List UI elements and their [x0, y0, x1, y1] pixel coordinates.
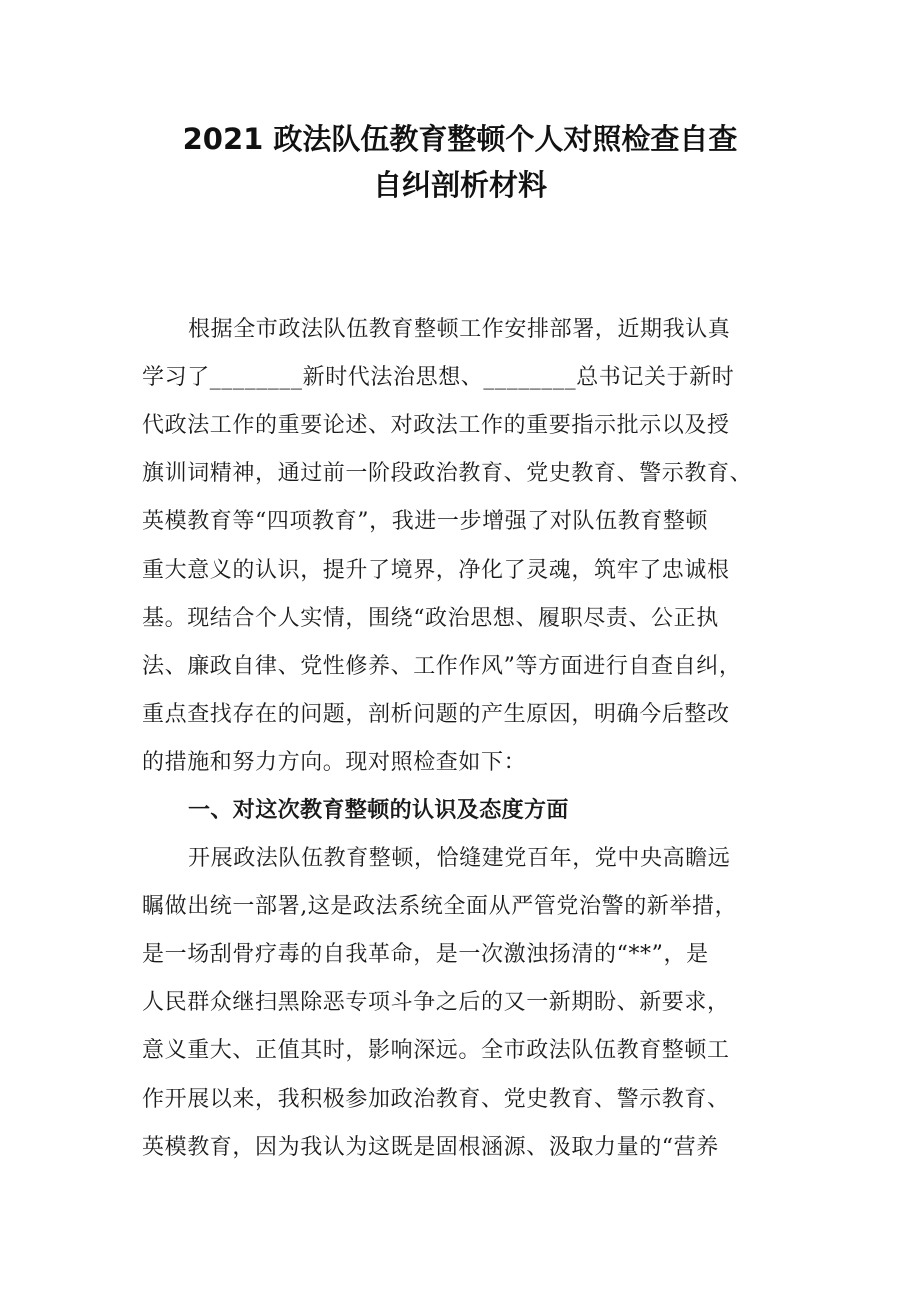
paragraph-1-line-3: 代政法工作的重要论述、对政法工作的重要指示批示以及授 [142, 413, 730, 438]
paragraph-1-line-2: 学习了________新时代法治思想、________总书记关于新时 [142, 365, 735, 390]
paragraph-2-line-6: 作开展以来，我积极参加政治教育、党史教育、警示教育、 [142, 1087, 730, 1112]
section-heading-1: 一、对这次教育整顿的认识及态度方面 [188, 798, 569, 823]
paragraph-1-line-10: 的措施和努力方向。现对照检查如下： [142, 750, 527, 775]
paragraph-1-line-5: 英模教育等“四项教育”，我进一步增强了对队伍教育整顿 [142, 509, 709, 534]
paragraph-1-line-4: 旗训词精神，通过前一阶段政治教育、党史教育、警示教育、 [142, 461, 753, 486]
document-title-line-1: 2021 政法队伍教育整顿个人对照检查自查 [182, 122, 738, 156]
paragraph-2-line-5: 意义重大、正值其时，影响深远。全市政法队伍教育整顿工 [142, 1038, 730, 1063]
paragraph-2-line-3: 是一场刮骨疗毒的自我革命，是一次激浊扬清的“**”，是 [142, 942, 709, 967]
paragraph-2-line-1: 开展政法队伍教育整顿，恰缝建党百年，党中央高瞻远 [188, 846, 731, 871]
paragraph-1-line-9: 重点查找存在的问题，剖析问题的产生原因，明确今后整改 [142, 702, 730, 727]
paragraph-1-line-6: 重大意义的认识，提升了境界，净化了灵魂，筑牢了忠诚根 [142, 558, 730, 583]
paragraph-2-line-7: 英模教育，因为我认为这既是固根涵源、汲取力量的“营养 [142, 1135, 719, 1160]
paragraph-1-line-1: 根据全市政法队伍教育整顿工作安排部署，近期我认真 [188, 317, 731, 342]
document-title-line-2: 自纠剖析材料 [372, 168, 547, 202]
paragraph-2-line-2: 瞩做出统一部署,这是政法系统全面从严管党治警的新举措， [142, 894, 738, 919]
paragraph-1-line-8: 法、廉政自律、党性修养、工作作风”等方面进行自查自纠， [142, 654, 742, 679]
paragraph-1-line-7: 基。现结合个人实情，围绕“政治思想、履职尽责、公正执 [142, 606, 719, 631]
paragraph-2-line-4: 人民群众继扫黑除恶专项斗争之后的又一新期盼、新要求， [142, 990, 730, 1015]
